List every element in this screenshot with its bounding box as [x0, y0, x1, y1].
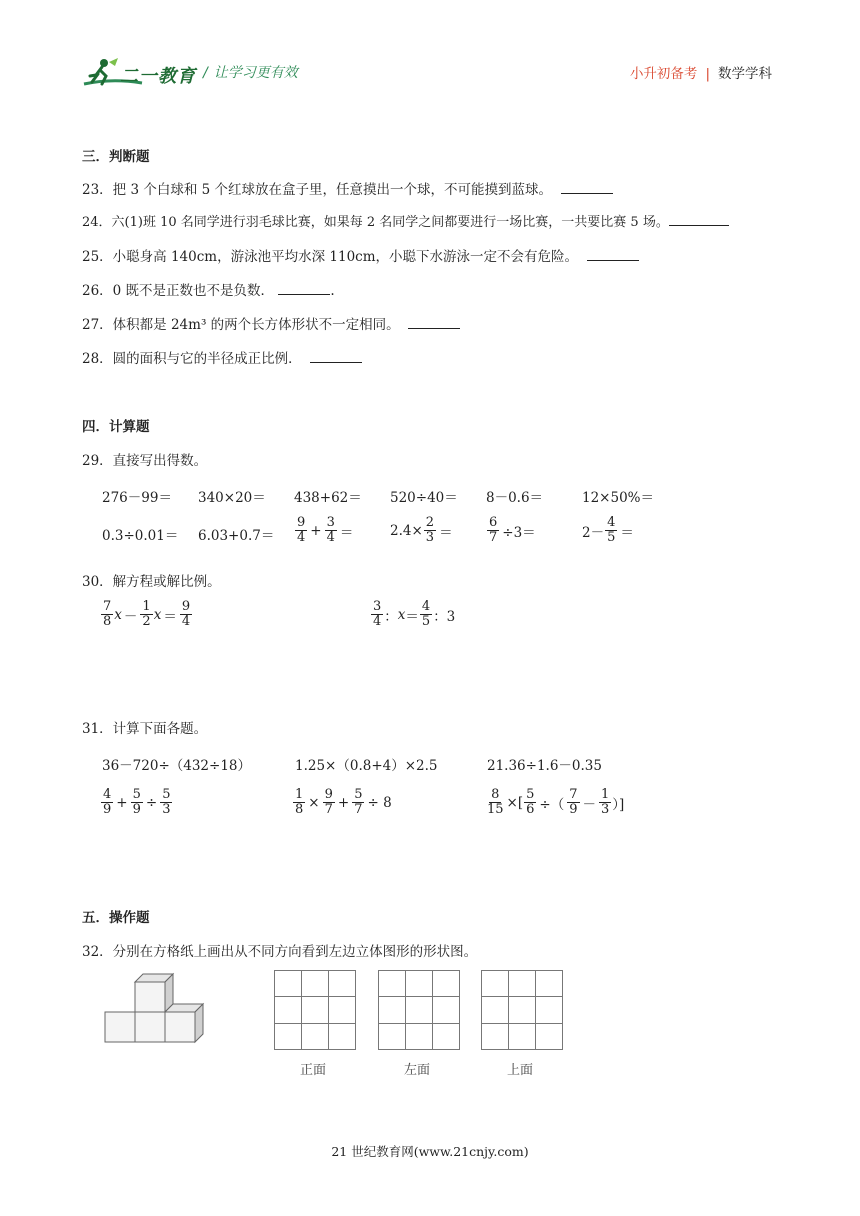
equation-1: $\frac{7}{8}$ x － $\frac{1}{2}$ x ＝ $\frac{9}{4}$	[103, 599, 191, 629]
question-30-title: 30．解方程或解比例。	[82, 574, 221, 590]
logo-text: 二一教育	[120, 66, 196, 87]
footer-text: 21 世纪教育网(www.21cnjy.com)	[331, 1144, 529, 1159]
answer-blank[interactable]	[587, 248, 639, 261]
slogan-slash: /	[203, 65, 208, 81]
question-26: 26．0 既不是正数也不是负数． .	[82, 283, 335, 299]
calc-item: 520÷40＝	[390, 490, 458, 506]
section-calc-title: 四．计算题	[82, 419, 150, 435]
equation-2: $\frac{3}{4}$ ： x ＝ $\frac{4}{5}$ ：3	[373, 599, 456, 629]
header-subject	[630, 62, 772, 82]
question-24: 24．六(1)班 10 名同学进行羽毛球比赛，如果每 2 名同学之间都要进行一场比赛，一共要比赛 5 场。	[82, 211, 729, 230]
calc-item: 1.25×（0.8+4）×2.5	[295, 758, 438, 774]
answer-blank[interactable]	[561, 181, 613, 194]
grid-front[interactable]	[274, 970, 356, 1050]
calc-item: 8－0.6＝	[486, 490, 544, 506]
calc-item: 340×20＝	[198, 490, 266, 506]
section-operate-title: 五．操作题	[82, 910, 150, 926]
slogan-text: 让学习更有效	[213, 65, 298, 81]
grid-left[interactable]	[378, 970, 460, 1050]
question-23: 23．把 3 个白球和 5 个红球放在盒子里，任意摸出一个球，不可能摸到蓝球。	[82, 178, 613, 198]
calc-fraction-item: 2.4× $\frac{2}{3}$ ＝	[390, 515, 453, 545]
question-32-title: 32．分别在方格纸上画出从不同方向看到左边立体图形的形状图。	[82, 944, 478, 960]
expression-1: $\frac{4}{9}$ + $\frac{5}{9}$ ÷ $\frac{5}{3}$	[103, 787, 171, 817]
calc-fraction-item: $\frac{9}{4}$ + $\frac{3}{4}$ ＝	[297, 515, 354, 545]
answer-blank[interactable]	[278, 282, 330, 295]
category-label: 小升初备考	[629, 66, 698, 82]
header-separator: |	[705, 66, 710, 82]
expression-2: $\frac{1}{8}$ × $\frac{9}{7}$ + $\frac{5}{7}$ ÷ 8	[295, 787, 392, 817]
calc-fraction-item: $\frac{6}{7}$ ÷3＝	[489, 515, 536, 545]
question-29-title: 29．直接写出得数。	[82, 453, 208, 469]
calc-item: 36－720÷（432÷18）	[102, 758, 252, 774]
question-27: 27．体积都是 24m³ 的两个长方体形状不一定相同。	[82, 313, 460, 333]
calc-fraction-item: 2－ $\frac{4}{5}$ ＝	[582, 515, 634, 545]
question-31-title: 31．计算下面各题。	[82, 721, 208, 737]
answer-blank[interactable]	[408, 316, 460, 329]
calc-item: 12×50%＝	[582, 490, 654, 506]
grid-top[interactable]	[481, 970, 563, 1050]
answer-blank[interactable]	[310, 350, 362, 363]
answer-blank[interactable]	[669, 213, 729, 226]
expression-3: $\frac{8}{15}$ ×[ $\frac{5}{6}$ ÷（ $\frac{7}{9}$ － $\frac{1}{3}$ ）]	[487, 787, 625, 817]
view-label-front: 正面	[300, 1063, 327, 1078]
question-25: 25．小聪身高 140cm，游泳池平均水深 110cm，小聪下水游泳一定不会有危险。	[82, 245, 639, 265]
view-label-top: 上面	[507, 1063, 534, 1078]
calc-item: 21.36÷1.6－0.35	[487, 758, 602, 774]
question-28: 28．圆的面积与它的半径成正比例．	[82, 347, 362, 367]
subject-label: 数学学科	[718, 66, 772, 82]
section-judge-title: 三．判断题	[82, 149, 150, 165]
calc-item: 0.3÷0.01＝	[102, 528, 179, 544]
slogan	[203, 62, 298, 82]
calc-item: 6.03+0.7＝	[198, 528, 275, 544]
view-label-left: 左面	[404, 1063, 431, 1078]
calc-item: 438+62＝	[294, 490, 362, 506]
cube-figure-icon	[100, 970, 210, 1046]
calc-item: 276－99＝	[102, 490, 172, 506]
